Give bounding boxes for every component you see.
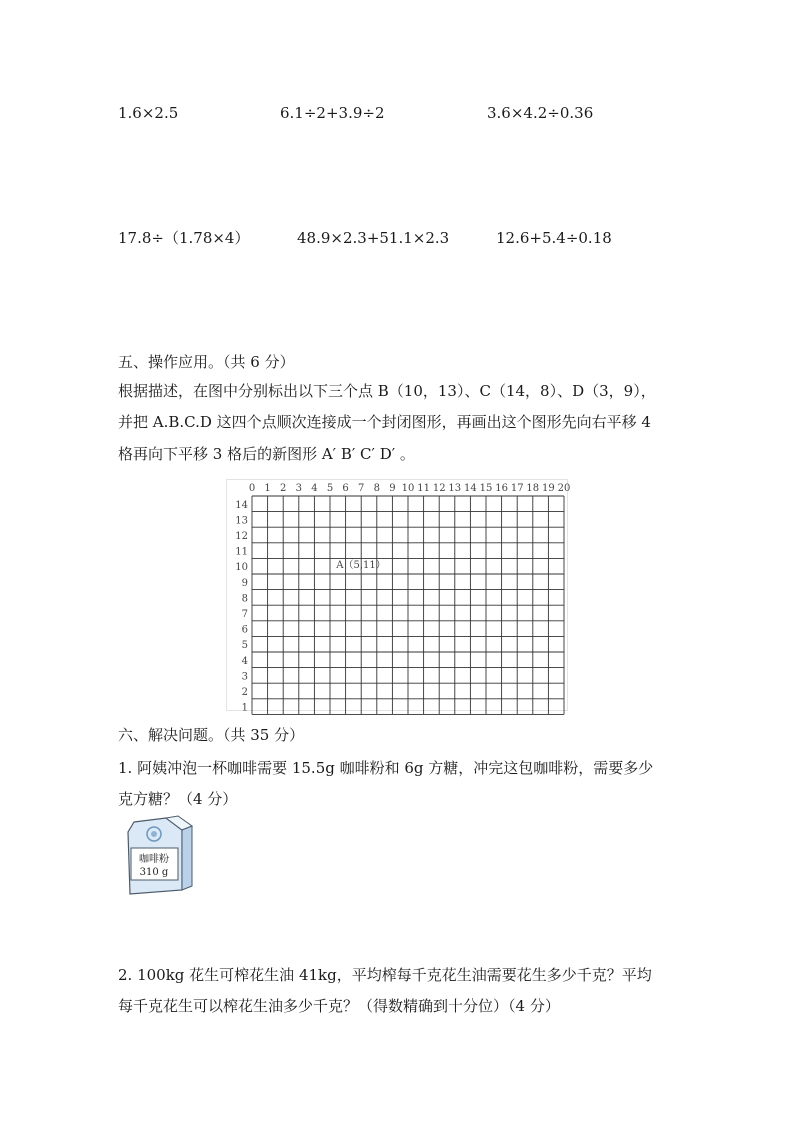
- x-tick-label: 6: [342, 483, 349, 494]
- x-tick-label: 5: [326, 483, 334, 494]
- y-tick-label: 11: [235, 546, 248, 558]
- section5-heading: 五、操作应用。（共 6 分）: [118, 353, 295, 371]
- y-tick-label: 12: [235, 531, 248, 542]
- calc-3: 3.6×4.2÷0.36: [487, 104, 594, 122]
- x-tick-label: 3: [295, 483, 302, 494]
- y-tick-label: 9: [241, 577, 248, 589]
- section5-line1: 根据描述，在图中分别标出以下三个点 B（10，13）、C（14，8）、D（3，9），: [118, 382, 656, 400]
- calc-2: 6.1÷2+3.9÷2: [280, 104, 385, 122]
- x-tick-label: 10: [401, 483, 415, 494]
- point-a-label: A（5,11）: [336, 559, 386, 571]
- calc-6: 12.6+5.4÷0.18: [496, 229, 612, 247]
- y-tick-label: 4: [241, 655, 248, 667]
- question1-line1: 1. 阿姨冲泡一杯咖啡需要 15.5g 咖啡粉和 6g 方糖，冲完这包咖啡粉，需要多少: [118, 759, 654, 777]
- x-tick-label: 19: [542, 483, 555, 494]
- x-tick-label: 15: [479, 483, 493, 494]
- section6-heading: 六、解决问题。（共 35 分）: [118, 726, 305, 744]
- x-tick-label: 0: [248, 483, 256, 494]
- y-tick-label: 3: [241, 671, 248, 683]
- x-tick-label: 1: [264, 483, 271, 494]
- question2-line1: 2. 100kg 花生可榨花生油 41kg，平均榨每千克花生油需要花生多少千克？平均: [118, 966, 652, 984]
- x-tick-label: 12: [432, 483, 446, 494]
- question2-line2: 每千克花生可以榨花生油多少千克？（得数精确到十分位）（4 分）: [118, 997, 560, 1015]
- bag-weight: 310 g: [139, 867, 169, 878]
- x-tick-label: 17: [510, 483, 524, 494]
- y-tick-label: 10: [235, 562, 248, 574]
- x-tick-label: 8: [373, 483, 380, 494]
- coordinate-grid: [226, 479, 571, 714]
- y-tick-label: 2: [241, 687, 248, 698]
- x-tick-label: 4: [311, 483, 318, 494]
- section5-line3: 格再向下平移 3 格后的新图形 A′ B′ C′ D′ 。: [118, 445, 415, 463]
- x-tick-label: 2: [280, 483, 287, 494]
- x-tick-label: 16: [495, 483, 508, 494]
- grid-frame: [227, 480, 568, 711]
- y-tick-label: 1: [241, 702, 248, 714]
- y-tick-label: 14: [235, 499, 248, 511]
- x-tick-label: 18: [526, 483, 540, 494]
- section5-line2: 并把 A.B.C.D 这四个点顺次连接成一个封闭图形，再画出这个图形先向右平移 4: [118, 413, 651, 431]
- coffee-bag-illustration: [120, 814, 198, 896]
- calc-1: 1.6×2.5: [118, 104, 179, 122]
- x-tick-label: 20: [557, 483, 571, 494]
- x-tick-label: 7: [358, 483, 365, 494]
- x-tick-label: 14: [464, 483, 477, 494]
- y-tick-label: 5: [241, 640, 248, 652]
- grid-svg: [226, 479, 571, 714]
- y-tick-label: 13: [235, 515, 248, 527]
- y-tick-label: 6: [241, 624, 248, 636]
- question1-line2: 克方糖？（4 分）: [118, 790, 238, 808]
- calc-5: 48.9×2.3+51.1×2.3: [297, 229, 450, 247]
- y-tick-label: 7: [241, 609, 248, 620]
- calc-4: 17.8÷（1.78×4）: [118, 229, 250, 247]
- bag-label: 咖啡粉: [139, 854, 169, 865]
- x-tick-label: 9: [389, 483, 396, 494]
- x-tick-label: 11: [417, 483, 430, 494]
- y-tick-label: 8: [241, 593, 248, 605]
- x-tick-label: 13: [448, 483, 462, 494]
